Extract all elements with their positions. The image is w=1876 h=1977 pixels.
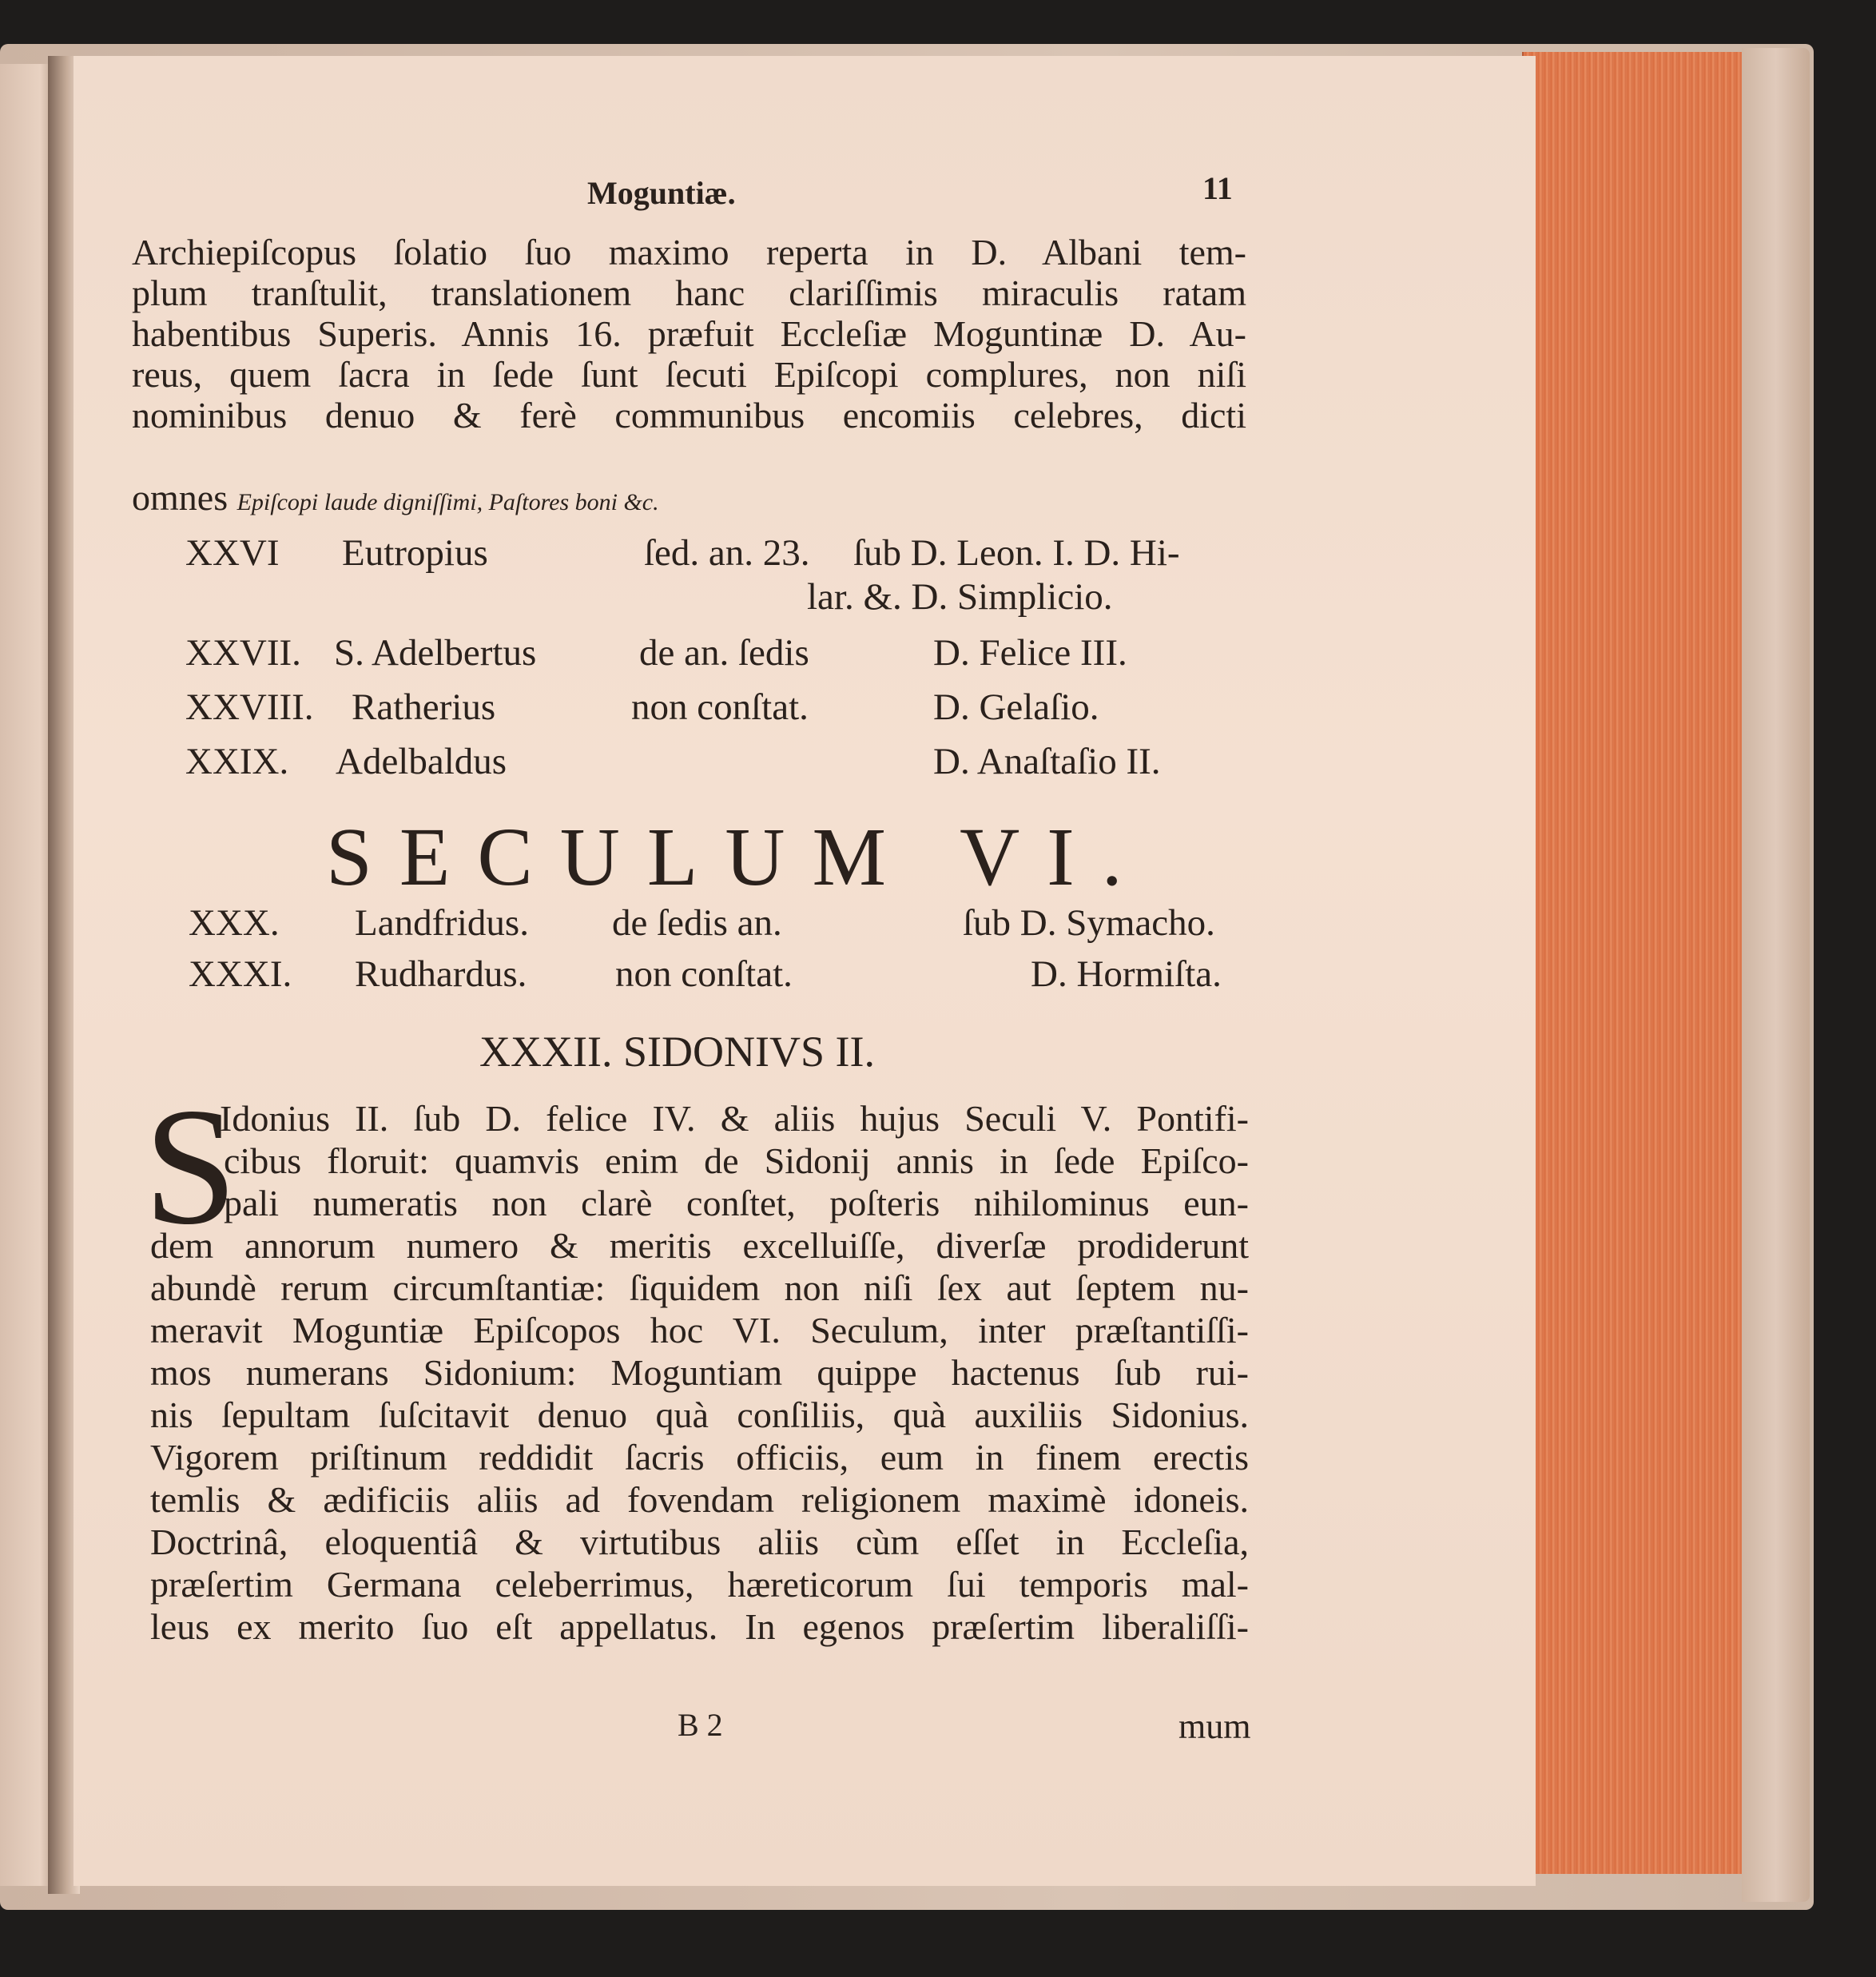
page-number: 11 xyxy=(1202,170,1233,206)
bishop-sed: de an. ſedis xyxy=(639,632,809,674)
signature-mark: B 2 xyxy=(678,1707,723,1743)
cover-edge xyxy=(1742,48,1810,1902)
bishop-pope: D. Gelaſio. xyxy=(933,686,1099,728)
intro-line: habentibus Superis. Annis 16. præfuit Eccleſiæ Moguntinæ D. Au- xyxy=(132,313,1246,354)
body-line: pali numeratis non clarè conſtet, poſteris nihilominus eun- xyxy=(224,1183,1249,1223)
seculum-title: SECULUM VI. xyxy=(326,811,1150,903)
body-line: cibus floruit: quamvis enim de Sidonij annis in ſede Epiſco- xyxy=(224,1140,1249,1181)
bishop-sed: ſed. an. 23. xyxy=(644,532,810,574)
bishop-pope: lar. &. D. Simplicio. xyxy=(807,576,1113,618)
body-line: meravit Moguntiæ Epiſcopos hoc VI. Seculum, inter præſtantiſſi- xyxy=(150,1310,1249,1350)
bishop-number: XXX. xyxy=(189,902,280,944)
intro-line: plum tranſtulit, translationem hanc clariſſimis miraculis ratam xyxy=(132,272,1246,313)
body-line: abundè rerum circumſtantiæ: ſiquidem non niſi ſex aut ſeptem nu- xyxy=(150,1267,1249,1308)
intro-line: Archiepiſcopus ſolatio ſuo maximo reperta in D. Albani tem- xyxy=(132,232,1246,272)
bishop-name: Adelbaldus xyxy=(336,741,507,782)
bishop-name: Landfridus. xyxy=(355,902,529,944)
body-line: dem annorum numero & meritis excelluiſſe, diverſæ prodiderunt xyxy=(150,1225,1249,1266)
intro-line: reus, quem ſacra in ſede ſunt ſecuti Epiſcopi complures, non niſi xyxy=(132,354,1246,395)
intro-line-last xyxy=(132,477,1246,523)
bishop-name: Ratherius xyxy=(352,686,496,728)
bishop-pope: D. Anaſtaſio II. xyxy=(933,741,1161,782)
intro-lead: omnes xyxy=(132,477,237,518)
bishop-number: XXVI xyxy=(185,532,280,574)
bishop-sed: non conſtat. xyxy=(631,686,809,728)
running-head: Moguntiæ. xyxy=(587,175,736,211)
bishop-name: Rudhardus. xyxy=(355,953,527,995)
bishop-pope: ſub D. Leon. I. D. Hi- xyxy=(853,532,1180,574)
body-line: Doctrinâ, eloquentiâ & virtutibus aliis cùm eſſet in Eccleſia, xyxy=(150,1522,1249,1562)
bishop-pope: D. Felice III. xyxy=(933,632,1127,674)
section-heading: XXXII. SIDONIVS II. xyxy=(479,1028,875,1076)
bishop-number: XXVIII. xyxy=(185,686,314,728)
bishop-pope: ſub D. Symacho. xyxy=(963,902,1215,944)
intro-line: nominibus denuo & ferè communibus encomiis celebres, dicti xyxy=(132,395,1246,436)
body-line: Idonius II. ſub D. felice IV. & aliis hujus Seculi V. Pontifi- xyxy=(220,1098,1249,1139)
page-fore-edge xyxy=(1522,52,1747,1874)
bishop-sed: non conſtat. xyxy=(615,953,793,995)
body-line: præſertim Germana celeberrimus, hæreticorum ſui temporis mal- xyxy=(150,1564,1249,1605)
catchword: mum xyxy=(1178,1707,1251,1746)
body-line: mos numerans Sidonium: Moguntiam quippe hactenus ſub rui- xyxy=(150,1352,1249,1393)
body-line: nis ſepultam ſuſcitavit denuo quà conſiliis, quà auxiliis Sidonius. xyxy=(150,1394,1249,1435)
intro-italic: Epiſcopi laude digniſſimi, Paſtores boni &c. xyxy=(236,489,659,515)
bishop-sed: de ſedis an. xyxy=(612,902,782,944)
bishop-name: S. Adelbertus xyxy=(334,632,537,674)
bishop-number: XXXI. xyxy=(189,953,292,995)
body-line: temlis & ædificiis aliis ad fovendam religionem maximè idoneis. xyxy=(150,1479,1249,1520)
bishop-pope: D. Hormiſta. xyxy=(1031,953,1222,995)
body-line: Vigorem priſtinum reddidit ſacris officiis, eum in finem erectis xyxy=(150,1437,1249,1478)
bishop-number: XXIX. xyxy=(185,741,289,782)
drop-cap: S xyxy=(144,1074,237,1259)
bishop-number: XXVII. xyxy=(185,632,301,674)
body-line: leus ex merito ſuo eſt appellatus. In egenos præſertim liberaliſſi- xyxy=(150,1606,1249,1647)
bishop-name: Eutropius xyxy=(342,532,488,574)
